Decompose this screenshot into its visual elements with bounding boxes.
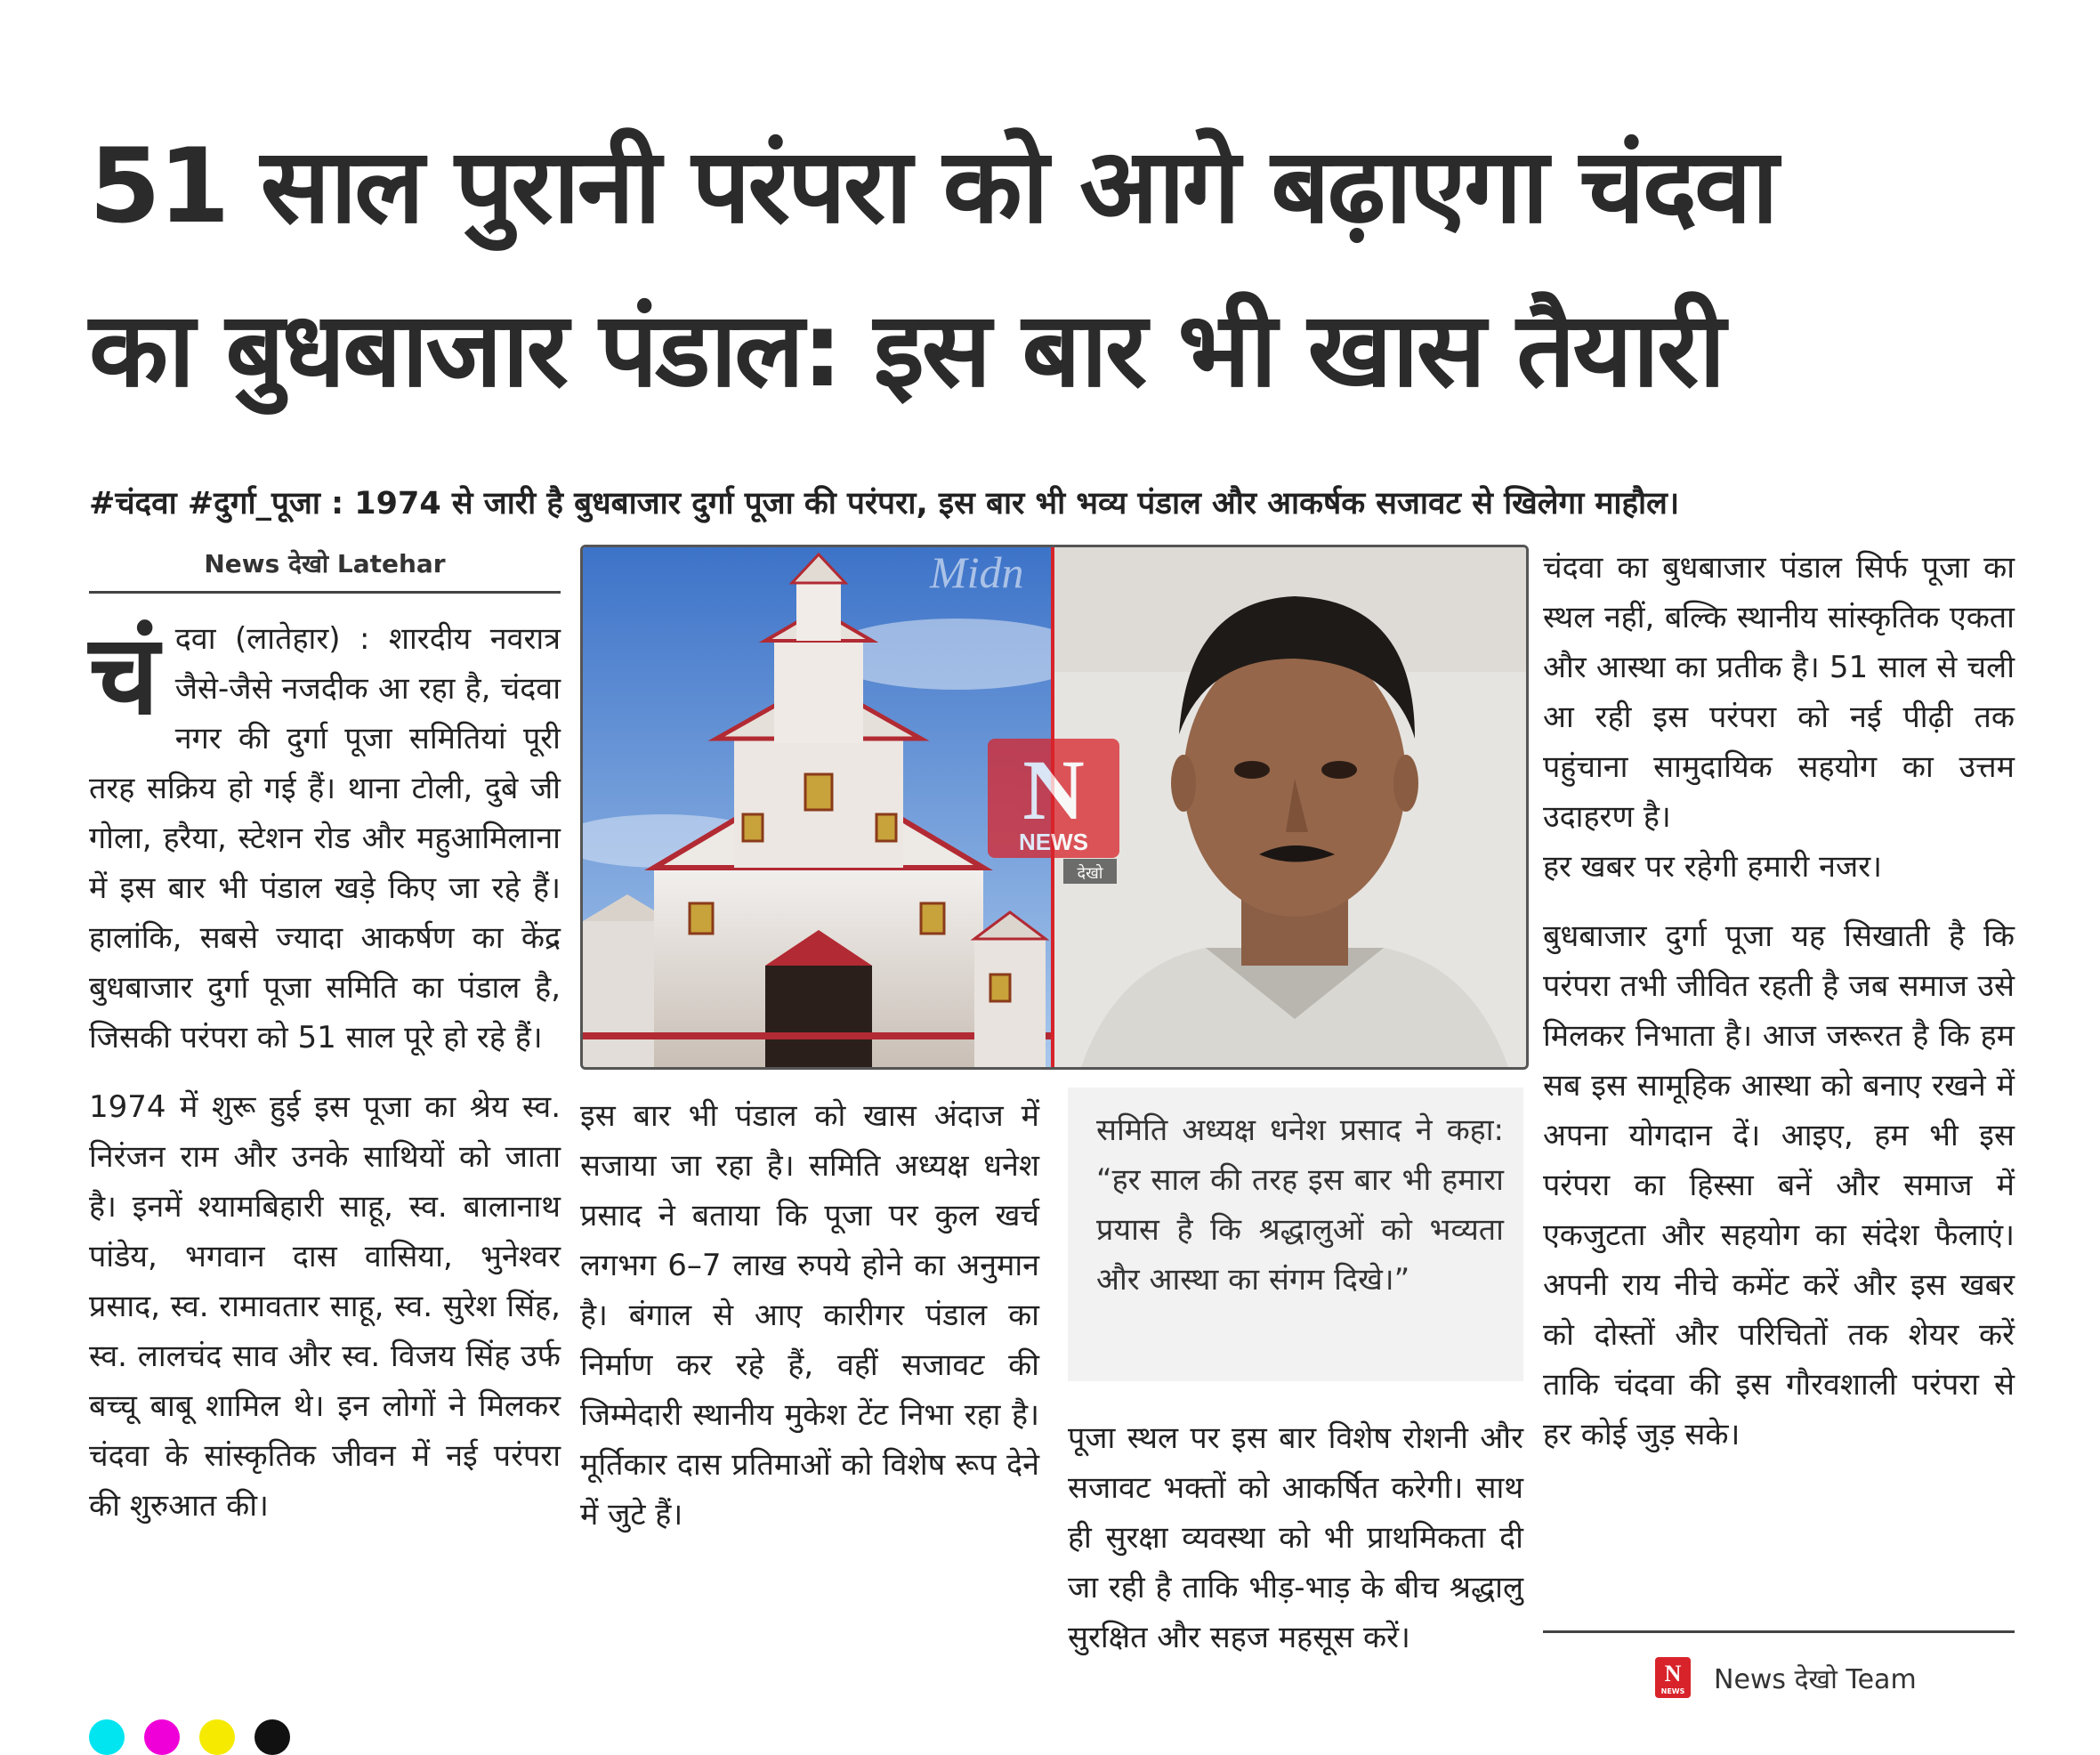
registration-dot-cyan bbox=[89, 1719, 125, 1755]
photo-collage bbox=[583, 547, 1526, 1067]
photo-corner-text: Midn bbox=[930, 547, 1024, 597]
news-logo-icon bbox=[1655, 1657, 1691, 1698]
news-logo-letter: N bbox=[1664, 1661, 1682, 1686]
team-credit bbox=[1655, 1657, 1917, 1698]
byline: News देखो Latehar bbox=[204, 549, 446, 578]
column-1-paragraph-1-text: दवा (लातेहार) : शारदीय नवरात्र जैसे-जैसे नजदीक आ रहा है, चंदवा नगर की दुर्गा पूजा समितियां पूरी तरह सक्रिय हो गई हैं। थाना टोली, दुबे जी गोला, हरैया, स्टेशन रोड और महुआमिलाना में इस बार भी पंडाल खड़े किए जा रहे हैं। हालांकि, सबसे ज्यादा आकर्षण का केंद्र बुधबाजार दुर्गा पूजा समिति का पंडाल है, जिसकी परंपरा को 51 साल पूरे हो रहे हैं। bbox=[89, 621, 561, 1055]
watermark-sub: देखो bbox=[1077, 864, 1103, 883]
article-photo bbox=[580, 545, 1529, 1070]
column-2 bbox=[580, 1091, 1039, 1559]
headline bbox=[89, 105, 2029, 433]
subheadline: #चंदवा #दुर्गा_पूजा : 1974 से जारी है बुधबाजार दुर्गा पूजा की परंपरा, इस बार भी भव्य पंडाल और आकर्षक सजावट से खिलेगा माहौल। bbox=[89, 486, 1680, 522]
column-3-paragraph-1: पूजा स्थल पर इस बार विशेष रोशनी और सजावट भक्तों को आकर्षित करेगी। साथ ही सुरक्षा व्यवस्था को भी प्राथमिकता दी जा रही है ताकि भीड़-भाड़ के बीच श्रद्धालु सुरक्षित और सहज महसूस करें। bbox=[1068, 1420, 1523, 1655]
watermark-text: NEWS bbox=[1019, 829, 1088, 855]
column-1 bbox=[89, 611, 561, 1550]
registration-dot-black bbox=[254, 1719, 290, 1755]
headline-line-2: का बुधबाजार पंडाल: इस बार भी खास तैयारी bbox=[89, 290, 1724, 410]
column-1-paragraph-2: 1974 में शुरू हुई इस पूजा का श्रेय स्व. निरंजन राम और उनके साथियों को जाता है। इनमें श्यामबिहारी साहू, स्व. बालानाथ पांडेय, भगवान दास वासिया, भुनेश्वर प्रसाद, स्व. रामावतार साहू, स्व. सुरेश सिंह, स्व. लालचंद साव और स्व. विजय सिंह उर्फ बच्चू बाबू शामिल थे। इन लोगों ने मिलकर चंदवा के सांस्कृतिक जीवन में नई परंपरा की शुरुआत की। bbox=[89, 1089, 561, 1524]
quote-text: समिति अध्यक्ष धनेश प्रसाद ने कहा: “हर साल की तरह इस बार भी हमारा प्रयास है कि श्रद्धालुओं को भव्यता और आस्था का संगम दिखे।” bbox=[1096, 1112, 1504, 1298]
dropcap: चं bbox=[89, 611, 159, 740]
watermark-letter: N bbox=[1022, 742, 1085, 837]
team-divider bbox=[1543, 1630, 2015, 1633]
column-4-tagline: हर खबर पर रहेगी हमारी नजर। bbox=[1543, 849, 1883, 885]
portrait-photo bbox=[1054, 547, 1526, 1067]
byline-divider bbox=[89, 591, 561, 594]
quote-box bbox=[1068, 1088, 1523, 1381]
column-4-paragraph-1 bbox=[1543, 543, 2015, 892]
column-1-paragraph-1 bbox=[89, 611, 561, 1063]
registration-marks bbox=[89, 1719, 290, 1755]
column-4 bbox=[1543, 543, 2015, 1479]
column-4-paragraph-2: बुधबाजार दुर्गा पूजा यह सिखाती है कि परंपरा तभी जीवित रहती है जब समाज उसे मिलकर निभाता है। आज जरूरत है कि हम सब इस सामूहिक आस्था को बनाए रखने में अपना योगदान दें। आइए, हम भी इस परंपरा का हिस्सा बनें और समाज में एकजुटता और सहयोग का संदेश फैलाएं। अपनी राय नीचे कमेंट करें और इस खबर को दोस्तों और परिचितों तक शेयर करें ताकि चंदवा की इस गौरवशाली परंपरा से हर कोई जुड़ सके। bbox=[1543, 918, 2015, 1452]
column-3 bbox=[1068, 1413, 1523, 1682]
headline-line-1: 51 साल पुरानी परंपरा को आगे बढ़ाएगा चंदवा bbox=[89, 126, 1776, 247]
registration-dot-yellow bbox=[199, 1719, 235, 1755]
registration-dot-magenta bbox=[144, 1719, 180, 1755]
column-4-paragraph-1-text: चंदवा का बुधबाजार पंडाल सिर्फ पूजा का स्थल नहीं, बल्कि स्थानीय सांस्कृतिक एकता और आस्था का प्रतीक है। 51 साल से चली आ रही इस परंपरा को नई पीढ़ी तक पहुंचाना सामुदायिक सहयोग का उत्तम उदाहरण है। bbox=[1543, 550, 2015, 835]
team-name: News देखो Team bbox=[1714, 1663, 1917, 1695]
column-2-paragraph-1: इस बार भी पंडाल को खास अंदाज में सजाया जा रहा है। समिति अध्यक्ष धनेश प्रसाद ने बताया कि पूजा पर कुल खर्च लगभग 6–7 लाख रुपये होने का अनुमान है। बंगाल से आए कारीगर पंडाल का निर्माण कर रहे हैं, वहीं सजावट की जिम्मेदारी स्थानीय मुकेश टेंट निभा रहा है। मूर्तिकार दास प्रतिमाओं को विशेष रूप देने में जुटे हैं। bbox=[580, 1098, 1039, 1533]
news-logo-sub: NEWS bbox=[1660, 1687, 1685, 1695]
